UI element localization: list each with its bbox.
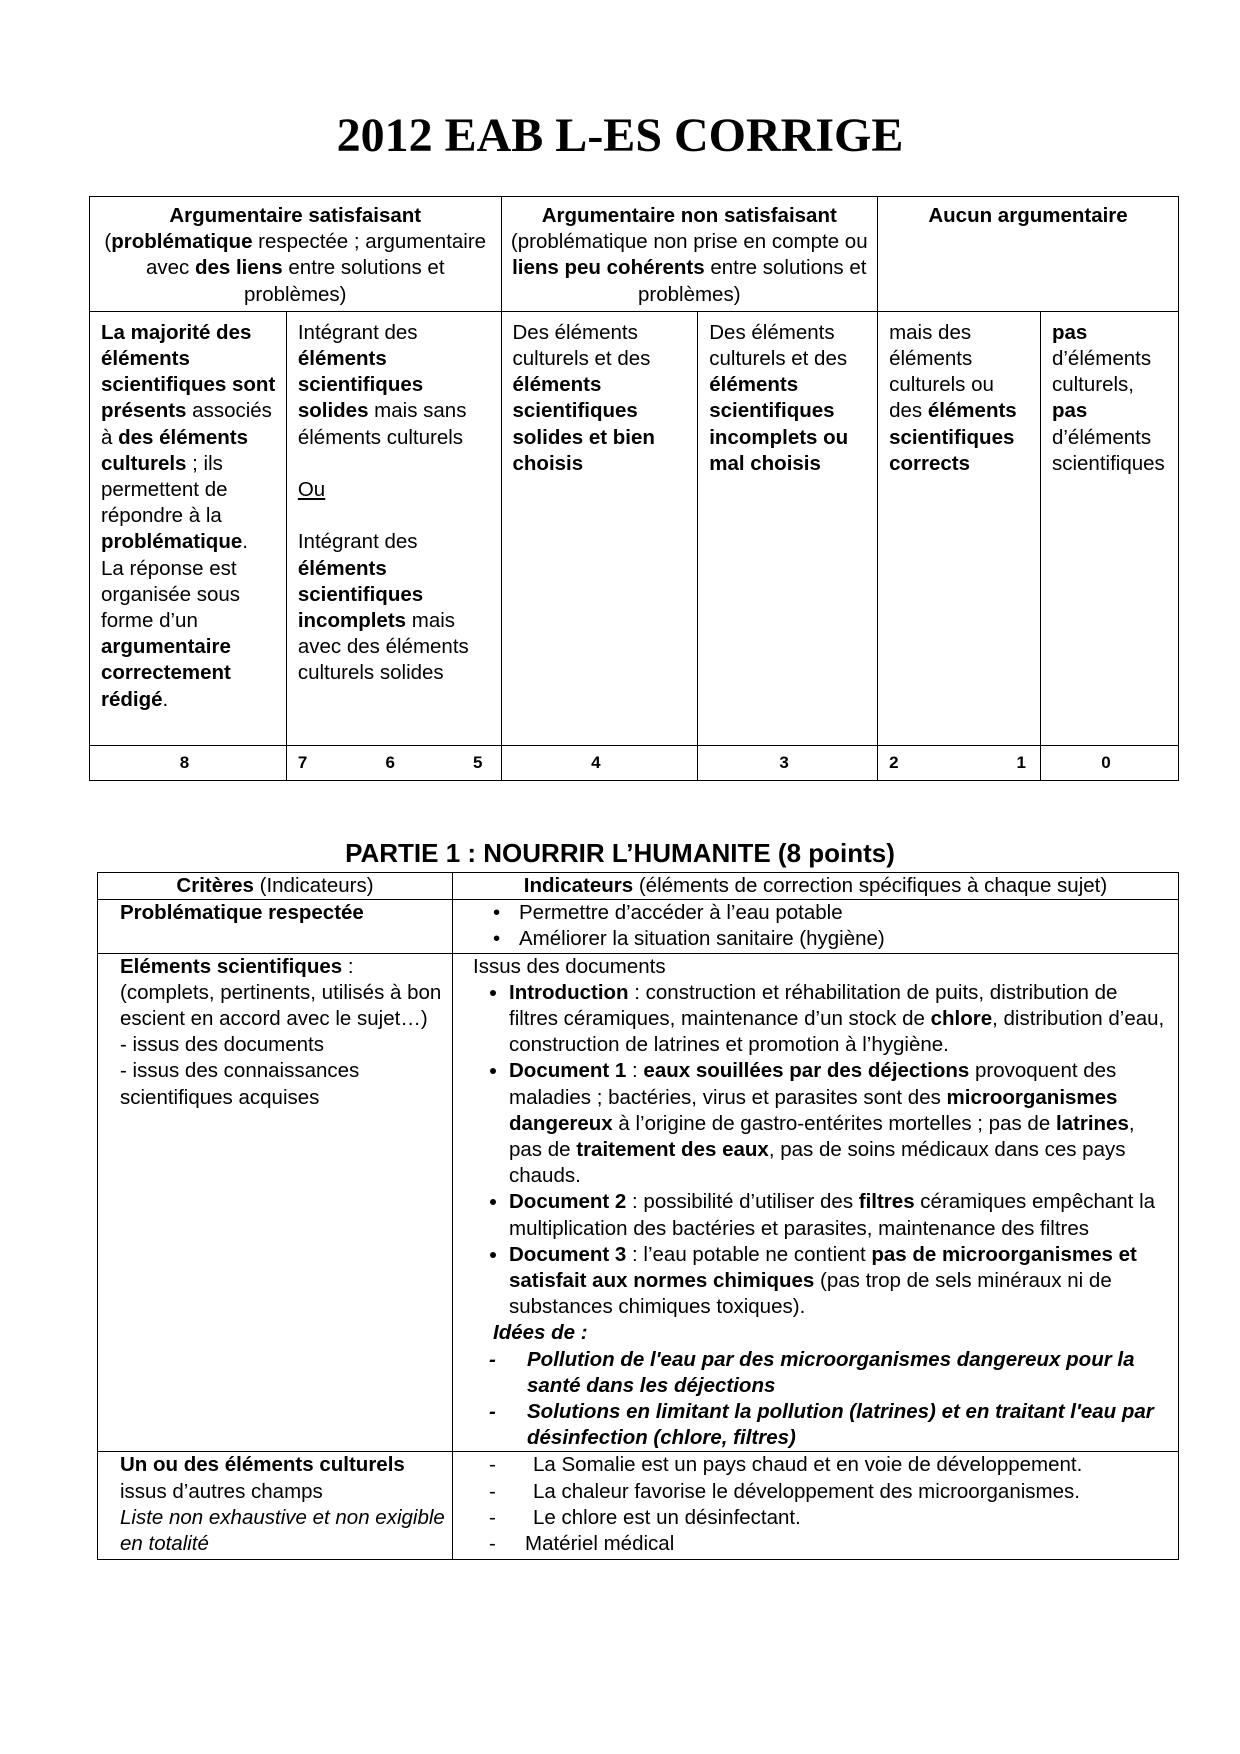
indicators-header: Indicateurs (éléments de correction spécifiques à chaque sujet) xyxy=(453,873,1179,900)
culturels-label: Un ou des éléments culturels issus d’autres champs Liste non exhaustive et non exigible en totalité xyxy=(98,1452,453,1560)
criteria-header: Critères (Indicateurs) xyxy=(98,873,453,900)
part1-title: PARTIE 1 : NOURRIR L’HUMANITE (8 points) xyxy=(345,838,895,868)
introduction-item: • Introduction : construction et réhabilitation de puits, distribution de filtres céramiques, maintenance d’un stock de chlore, distribution d’eau, construction de latrines et promotion à l’hygiène. xyxy=(509,980,1172,1059)
culturels-items xyxy=(453,1452,1179,1560)
list-item: • Améliorer la situation sanitaire (hygiène) xyxy=(493,926,1172,952)
scientifiques-label: Eléments scientifiques : (complets, pertinents, utilisés à bon escient en accord avec le sujet…) - issus des documents - issus des connaissances scientifiques acquises xyxy=(98,953,453,1452)
culturels-row xyxy=(98,1452,1179,1560)
document-1-item: • Document 1 : eaux souillées par des déjections provoquent des maladies ; bactéries, virus et parasites sont des microorganismes dangereux à l’origine de gastro-entérites mortelles ; pas de latrines, pas de traitement des eaux, pas de soins médicaux dans ces pays chauds. xyxy=(509,1058,1172,1189)
score-col-3: 4 xyxy=(501,745,698,780)
list-item: - La chaleur favorise le développement des microorganismes. xyxy=(489,1479,1172,1505)
scientifiques-indicators: Issus des documents • Introduction : construction et réhabilitation de puits, distribution de filtres céramiques, maintenance d’un stock de chlore, distribution d’eau, construction de latrines et promotion à l’hygiène. • Document 1 : eaux souillées par des déjections provoquent des maladies ; bactéries, virus et parasites sont des microorganismes dangereux à l’origine de gastro-entérites mortelles ; pas de latrines, pas de traitement des eaux, pas de soins médicaux dans ces pays chauds. • Document 2 : possibilité d’utiliser des filtres céramiques empêchant la multiplication des bactéries et parasites, maintenance des filtres • Document 3 : l’eau potable ne contient pas de microorganismes et satisfait aux normes chimiques (pas trop de sels minéraux ni de substances chimiques toxiques). Idées de : - Pollution de l'eau par des microorganismes dangereux pour la santé dans les déjections - Solutions en limitant la pollution (latrines) et en traitant l'eau par désinfection (chlore, filtres) xyxy=(453,953,1179,1452)
header-non-satisfaisant: Argumentaire non satisfaisant (problématique non prise en compte ou liens peu cohérents entre solutions et problèmes) xyxy=(501,197,878,312)
list-item: - La Somalie est un pays chaud et en voie de développement. xyxy=(489,1452,1172,1478)
score-col-1: 8 xyxy=(90,745,287,780)
desc-col-2: Intégrant des éléments scientifiques solides mais sans éléments culturels Ou Intégrant des éléments scientifiques incomplets mais avec des éléments culturels solides xyxy=(286,311,501,745)
criteria-header-row xyxy=(98,873,1179,900)
document-3-item: • Document 3 : l’eau potable ne contient pas de microorganismes et satisfait aux normes chimiques (pas trop de sels minéraux ni de substances chimiques toxiques). xyxy=(509,1242,1172,1321)
desc-col-3: Des éléments culturels et des éléments scientifiques solides et bien choisis xyxy=(501,311,698,745)
score-col-6: 0 xyxy=(1040,745,1178,780)
grading-header-row xyxy=(90,197,1179,312)
desc-col-1: La majorité des éléments scientifiques sont présents associés à des éléments culturels ; ils permettent de répondre à la problématique. La réponse est organisée sous forme d’un argumentaire correctement rédigé. xyxy=(90,311,287,745)
desc-col-4: Des éléments culturels et des éléments scientifiques incomplets ou mal choisis xyxy=(698,311,878,745)
desc-col-5: mais des éléments culturels ou des éléments scientifiques corrects xyxy=(878,311,1041,745)
list-item: - Matériel médical xyxy=(489,1531,1172,1557)
idees-label: Idées de : xyxy=(493,1321,588,1345)
document-title: 2012 EAB L-ES CORRIGE xyxy=(336,109,904,162)
list-item: • Permettre d’accéder à l’eau potable xyxy=(493,900,1172,926)
problematique-items xyxy=(453,900,1179,953)
header-satisfaisant: Argumentaire satisfaisant (problématique respectée ; argumentaire avec des liens entre solutions et problèmes) xyxy=(90,197,502,312)
header-aucun: Aucun argumentaire xyxy=(878,197,1179,312)
score-col-2: 7 6 5 xyxy=(286,745,501,780)
grading-description-row xyxy=(90,311,1179,745)
ou-label: Ou xyxy=(297,478,326,502)
score-col-5: 2 1 xyxy=(878,745,1041,780)
score-col-4: 3 xyxy=(698,745,878,780)
idea-item: - Pollution de l'eau par des microorganismes dangereux pour la santé dans les déjections xyxy=(489,1347,1172,1399)
criteria-table xyxy=(97,872,1179,1560)
list-item: - Le chlore est un désinfectant. xyxy=(489,1505,1172,1531)
desc-col-6: pas d’éléments culturels, pas d’éléments scientifiques xyxy=(1040,311,1178,745)
scientifiques-row xyxy=(98,953,1179,1452)
idea-item: - Solutions en limitant la pollution (latrines) et en traitant l'eau par désinfection (chlore, filtres) xyxy=(489,1399,1172,1451)
grading-table xyxy=(89,196,1179,781)
document-2-item: • Document 2 : possibilité d’utiliser des filtres céramiques empêchant la multiplication des bactéries et parasites, maintenance des filtres xyxy=(509,1189,1172,1241)
problematique-row xyxy=(98,900,1179,953)
problematique-label: Problématique respectée xyxy=(98,900,453,953)
grading-score-row xyxy=(90,745,1179,780)
